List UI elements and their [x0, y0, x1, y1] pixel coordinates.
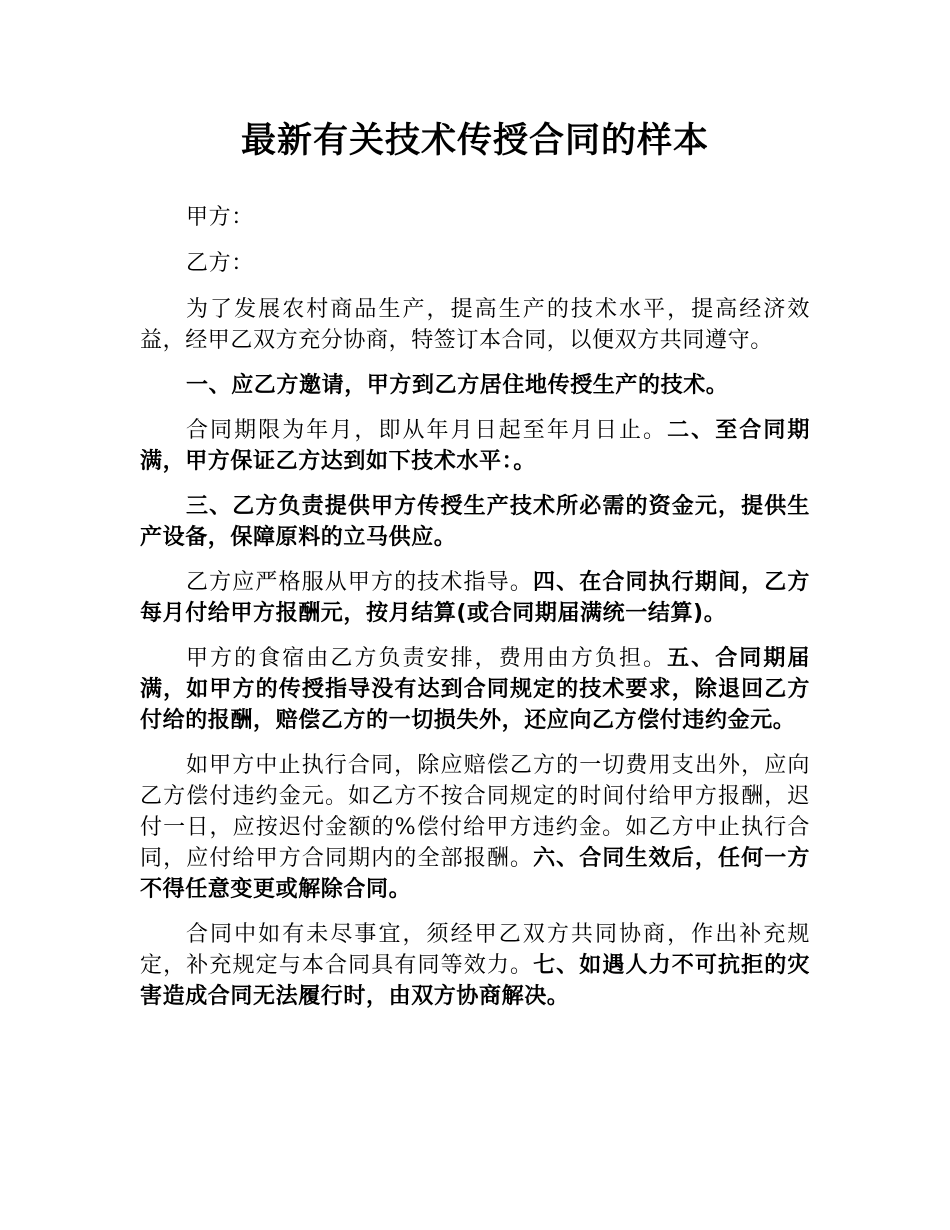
party-a-line: 甲方： [186, 205, 254, 230]
term-paragraph [140, 415, 810, 477]
guidance-paragraph [140, 567, 810, 629]
clause-3: 三、乙方负责提供甲方传授生产技术所必需的资金元，提供生产设备，保障原料的立马供应。 [140, 494, 810, 550]
supplement-text: 合同中如有未尽事宜，须经甲乙双方共同协商，作出补充规定，补充规定与本合同具有同等效力。 [140, 922, 810, 978]
lodging-paragraph [140, 643, 810, 736]
clause-6: 六、合同生效后，任何一方不得任意变更或解除合同。 [140, 846, 810, 902]
intro-paragraph: 为了发展农村商品生产，提高生产的技术水平，提高经济效益，经甲乙双方充分协商，特签订本合同，以便双方共同遵守。 [140, 297, 810, 353]
document-body [140, 202, 810, 1012]
guidance-text: 乙方应严格服从甲方的技术指导。 [186, 570, 533, 595]
clause-1-paragraph [140, 370, 810, 401]
clause-4: 四、在合同执行期间，乙方每月付给甲方报酬元，按月结算(或合同期届满统一结算)。 [140, 570, 810, 626]
clause-7: 七、如遇人力不可抗拒的灾害造成合同无法履行时，由双方协商解决。 [140, 953, 810, 1009]
clause-1: 一、应乙方邀请，甲方到乙方居住地传授生产的技术。 [186, 373, 729, 398]
supplement-paragraph [140, 919, 810, 1012]
termination-paragraph [140, 750, 810, 905]
document-title: 最新有关技术传授合同的样本 [240, 121, 709, 161]
party-b-line: 乙方： [186, 251, 254, 276]
clause-3-paragraph [140, 491, 810, 553]
termination-text: 如甲方中止执行合同，除应赔偿乙方的一切费用支出外，应向乙方偿付违约金元。如乙方不按合同规定的时间付给甲方报酬，迟付一日，应按迟付金额的%偿付给甲方违约金。如乙方中止执行合同，应付给甲方合同期内的全部报酬。 [140, 753, 810, 871]
clause-5: 五、合同期届满，如甲方的传授指导没有达到合同规定的技术要求，除退回乙方付给的报酬，赔偿乙方的一切损失外，还应向乙方偿付违约金元。 [140, 646, 810, 733]
clause-2: 二、至合同期满，甲方保证乙方达到如下技术水平：。 [140, 418, 810, 474]
lodging-text: 甲方的食宿由乙方负责安排，费用由方负担。 [186, 646, 668, 671]
term-text: 合同期限为年月，即从年月日起至年月日止。 [186, 418, 668, 443]
